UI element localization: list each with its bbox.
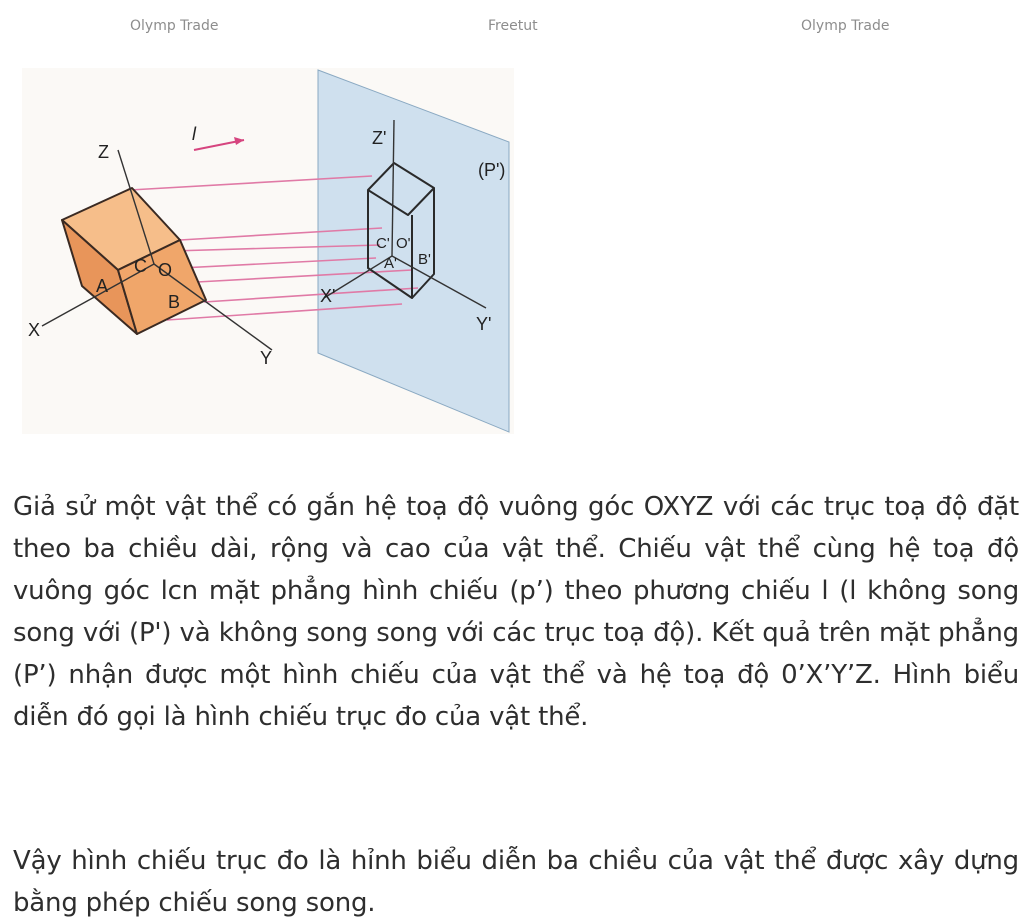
ad-link-freetut[interactable]: Freetut — [488, 18, 538, 34]
article-body — [13, 486, 1019, 924]
label-b: B — [168, 292, 181, 312]
paragraph-definition: Giả sử một vật thể có gắn hệ toạ độ vuông góc OXYZ với các trục toạ độ đặt theo ba chiều dài, rộng và cao của vật thể. Chiếu vật thể cùng hệ toạ độ vuông góc lcn mặt phẳng hình chiếu (p’) theo phương chiếu l (l không song song với (P') và không song song với các trục toạ độ). Kết quả trên mặt phẳng (P’) nhận được một hình chiếu của vật thể và hệ toạ độ 0’X’Y’Z. Hình biểu diễn đó gọi là hình chiếu trục đo của vật thể. — [13, 492, 1019, 732]
label-a-prime: A' — [384, 255, 397, 272]
axonometric-projection-figure — [22, 68, 514, 434]
label-c: C — [134, 256, 147, 276]
label-a: A — [96, 276, 109, 296]
ad-link-olymp-trade[interactable]: Olymp Trade — [130, 18, 219, 34]
label-x-prime: X' — [320, 286, 336, 306]
label-o-prime: O' — [396, 235, 411, 252]
label-y-prime: Y' — [476, 314, 492, 334]
label-z-prime: Z' — [372, 128, 387, 148]
ad-link-olymp-trade-2[interactable]: Olymp Trade — [801, 18, 890, 34]
paragraph-conclusion: Vậy hình chiếu trục đo là hỉnh biểu diễn ba chiều của vật thể được xây dựng bằng phép chiếu song song. — [13, 846, 1019, 918]
label-o: O — [158, 260, 173, 280]
ad-links-bar — [0, 18, 1024, 38]
figure-drawing — [22, 68, 514, 434]
label-y: Y — [260, 348, 273, 368]
label-z: Z — [98, 142, 109, 162]
label-x: X — [28, 320, 41, 340]
label-b-prime: B' — [418, 251, 431, 268]
label-c-prime: C' — [376, 235, 390, 252]
label-l: l — [192, 124, 196, 144]
label-plane-p-prime: (P') — [478, 160, 506, 180]
